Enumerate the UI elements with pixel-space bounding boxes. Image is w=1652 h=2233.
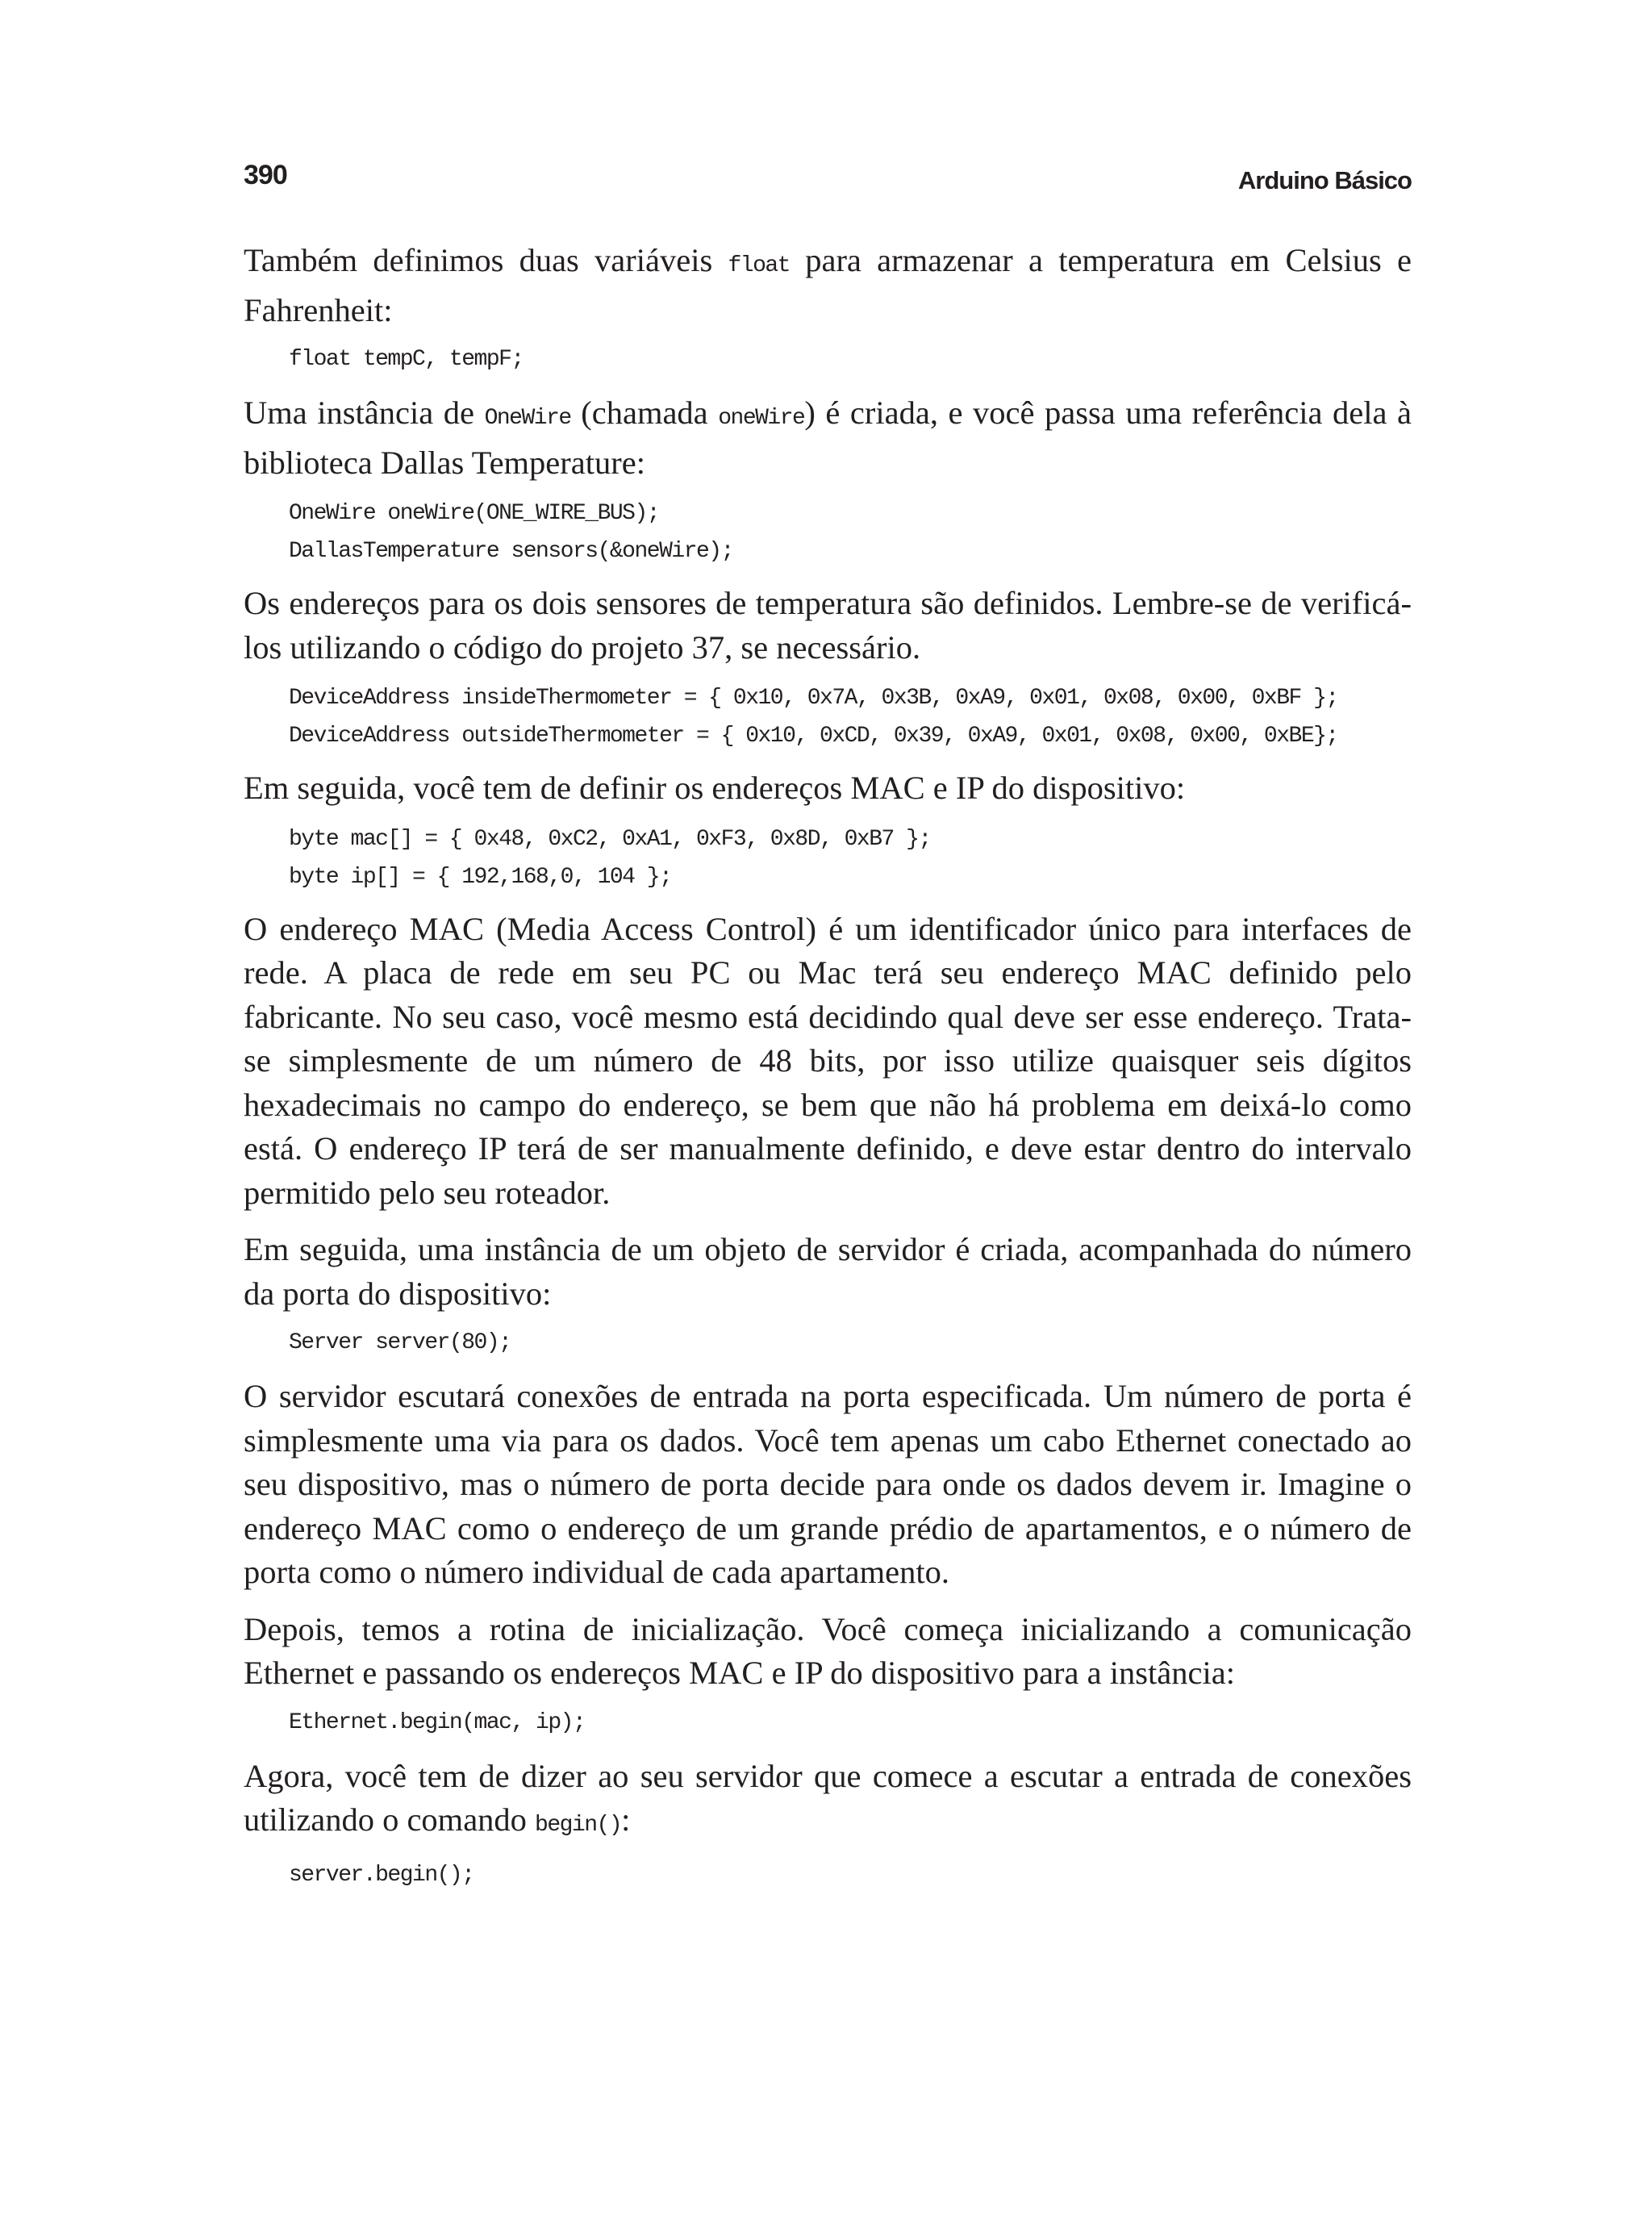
- paragraph-server-begin: [244, 1755, 1412, 1848]
- code-line: byte mac[] = { 0x48, 0xC2, 0xA1, 0xF3, 0x8D, 0xB7 };: [289, 826, 931, 852]
- page-number: 390: [244, 160, 287, 190]
- paragraph-text: Agora, você tem de dizer ao seu servidor que comece a escutar a entrada de conexões utilizando o comando: [244, 1757, 1412, 1838]
- code-block-server: [244, 1324, 1412, 1362]
- code-line: OneWire oneWire(ONE_WIRE_BUS);: [289, 501, 660, 526]
- paragraph-sensor-addresses: Os endereços para os dois sensores de temperatura são definidos. Lembre-se de verificá-los utilizando o código do projeto 37, se necessário.: [244, 585, 1412, 666]
- paragraph-mac-explanation: O endereço MAC (Media Access Control) é um identificador único para interfaces de rede. A placa de rede em seu PC ou Mac terá seu endereço MAC definido pelo fabricante. No seu caso, você mesmo está decidindo qual deve ser esse endereço. Trata-se simplesmente de um número de 48 bits, por isso utilize quaisquer seis dígitos hexadecimais no campo do endereço, se bem que não há problema em deixá-lo como está. O endereço IP terá de ser manualmente definido, e deve estar dentro do intervalo permitido pelo seu roteador.: [244, 910, 1412, 1211]
- code-line: Ethernet.begin(mac, ip);: [289, 1709, 586, 1735]
- code-block-server-begin: [244, 1856, 1412, 1894]
- code-line: server.begin();: [289, 1862, 474, 1888]
- code-block-ethernet-begin: [244, 1704, 1412, 1742]
- inline-code: float: [728, 253, 790, 278]
- code-line: DeviceAddress insideThermometer = { 0x10, 0x7A, 0x3B, 0xA9, 0x01, 0x08, 0x00, 0xBF };: [289, 686, 1338, 711]
- running-header: [244, 160, 1412, 208]
- code-block-float: [244, 340, 1412, 378]
- paragraph-text: para armazenar a temperatura em Celsius e Fahrenheit:: [244, 242, 1412, 328]
- paragraph-float-variables: [244, 239, 1412, 332]
- paragraph-setup-routine: Depois, temos a rotina de inicialização. Você começa inicializando a comunicação Ethernet e passando os endereços MAC e IP do dispositivo para a instância:: [244, 1610, 1412, 1691]
- paragraph-text: Uma instância de: [244, 394, 485, 431]
- page-body: [244, 239, 1412, 1894]
- paragraph-text: ) é criada, e você passa uma referência dela à biblioteca Dallas Temperature:: [244, 394, 1412, 481]
- code-block-onewire: [244, 495, 1412, 570]
- paragraph-text: Também definimos duas variáveis: [244, 242, 728, 278]
- paragraph-text: :: [621, 1801, 631, 1838]
- paragraph-mac-ip-intro: Em seguida, você tem de definir os endereços MAC e IP do dispositivo:: [244, 770, 1186, 806]
- code-block-mac-ip: [244, 820, 1412, 896]
- inline-code: OneWire: [484, 406, 571, 431]
- code-line: DallasTemperature sensors(&oneWire);: [289, 539, 733, 564]
- code-line: DeviceAddress outsideThermometer = { 0x10, 0xCD, 0x39, 0xA9, 0x01, 0x08, 0x00, 0xBE};: [289, 724, 1338, 749]
- paragraph-text: (chamada: [570, 394, 719, 431]
- inline-code: begin(): [535, 1813, 622, 1838]
- inline-code: oneWire: [718, 406, 805, 431]
- code-line: byte ip[] = { 192,168,0, 104 };: [289, 864, 672, 890]
- paragraph-server-instance: Em seguida, uma instância de um objeto de servidor é criada, acompanhada do número da porta do dispositivo:: [244, 1231, 1412, 1312]
- code-line: Server server(80);: [289, 1330, 511, 1355]
- book-title: Arduino Básico: [1237, 166, 1412, 194]
- paragraph-onewire-instance: [244, 391, 1412, 485]
- code-block-device-addresses: [244, 679, 1412, 755]
- code-line: float tempC, tempF;: [289, 347, 524, 372]
- paragraph-server-port: O servidor escutará conexões de entrada na porta especificada. Um número de porta é simplesmente uma via para os dados. Você tem apenas um cabo Ethernet conectado ao seu dispositivo, mas o número de porta decide para onde os dados devem ir. Imagine o endereço MAC como o endereço de um grande prédio de apartamentos, e o número de porta como o número individual de cada apartamento.: [244, 1378, 1412, 1590]
